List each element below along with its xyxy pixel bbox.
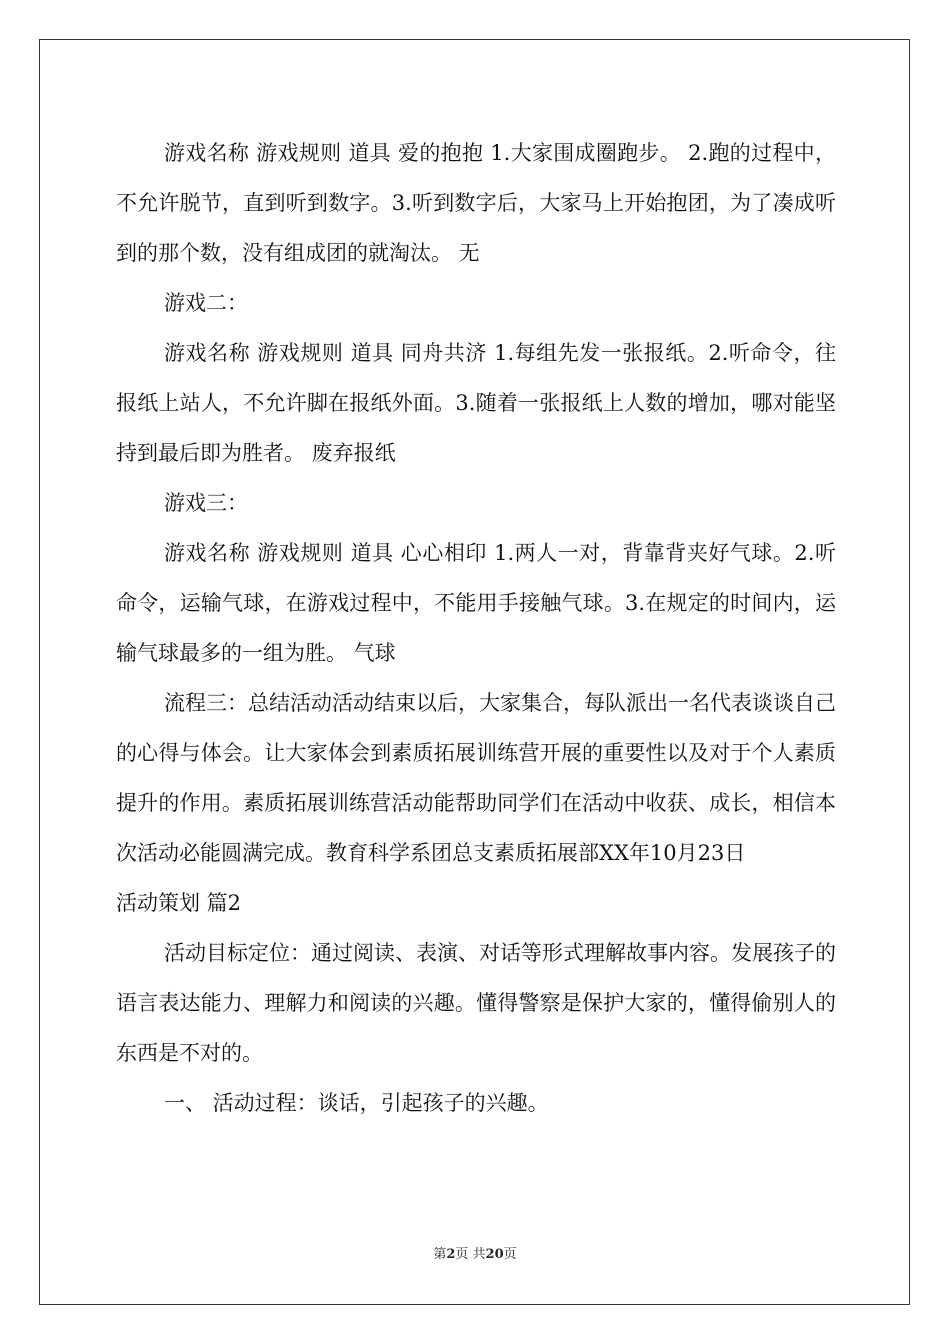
paragraph-game-2: 游戏名称 游戏规则 道具 同舟共济 1.每组先发一张报纸。2.听命令，往报纸上站人，不允许脚在报纸外面。3.随着一张报纸上人数的增加，哪对能坚持到最后即为胜者。 废弃报纸 <box>116 341 836 465</box>
page-footer <box>0 1243 950 1262</box>
paragraph-goal: 活动目标定位：通过阅读、表演、对话等形式理解故事内容。发展孩子的语言表达能力、理解力和阅读的兴趣。懂得警察是保护大家的，懂得偷别人的东西是不对的。 <box>116 941 836 1065</box>
paragraph-game-2-title: 游戏二： <box>164 291 248 315</box>
document-body <box>116 128 836 1128</box>
footer-page-number: 2 <box>446 1247 456 1262</box>
paragraph-game-3: 游戏名称 游戏规则 道具 心心相印 1.两人一对，背靠背夹好气球。2.听命令，运输气球，在游戏过程中，不能用手接触气球。3.在规定的时间内，运输气球最多的一组为胜。 气球 <box>116 541 836 665</box>
section-heading: 活动策划 篇2 <box>116 891 242 915</box>
paragraph-process-3: 流程三：总结活动活动结束以后，大家集合，每队派出一名代表谈谈自己的心得与体会。让大家体会到素质拓展训练营开展的重要性以及对于个人素质提升的作用。素质拓展训练营活动能帮助同学们在活动中收获、成长，相信本次活动必能圆满完成。教育科学系团总支素质拓展部XX年10月23日 <box>116 691 836 865</box>
footer-prefix: 第 <box>433 1247 447 1262</box>
footer-total-pages: 20 <box>485 1247 504 1262</box>
paragraph-game-1: 游戏名称 游戏规则 道具 爱的抱抱 1.大家围成圈跑步。 2.跑的过程中，不允许脱节，直到听到数字。3.听到数字后，大家马上开始抱团，为了凑成听到的那个数，没有组成团的就淘汰。 无 <box>116 141 836 265</box>
paragraph-process-1: 一、 活动过程：谈话，引起孩子的兴趣。 <box>164 1091 549 1115</box>
footer-mid: 页 共 <box>455 1247 486 1262</box>
footer-suffix: 页 <box>503 1247 517 1262</box>
paragraph-game-3-title: 游戏三： <box>164 491 248 515</box>
